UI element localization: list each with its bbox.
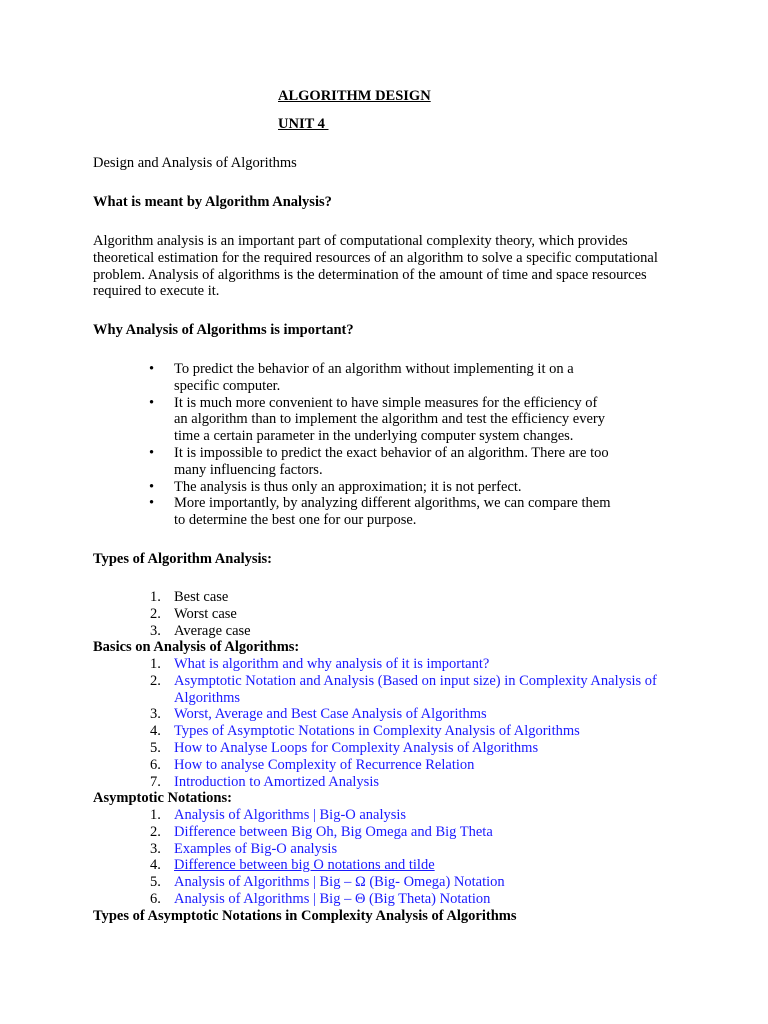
list-number: 5. xyxy=(150,739,161,756)
list-item xyxy=(93,723,688,740)
list-item xyxy=(93,479,613,496)
list-number: 2. xyxy=(150,823,161,840)
list-number: 3. xyxy=(150,840,161,857)
list-item xyxy=(93,857,693,874)
section-heading-what-is-analysis: What is meant by Algorithm Analysis? xyxy=(93,194,332,210)
list-number: 6. xyxy=(150,890,161,907)
list-number: 2. xyxy=(150,672,161,689)
link-big-theta-notation[interactable]: Analysis of Algorithms | Big – Θ (Big Theta) Notation xyxy=(174,890,491,907)
link-big-oh-omega-theta[interactable]: Difference between Big Oh, Big Omega and Big Theta xyxy=(174,823,493,840)
list-item xyxy=(93,841,693,858)
analysis-types-list xyxy=(93,589,693,639)
list-item-text: Best case xyxy=(174,589,229,605)
list-item-text: Worst case xyxy=(174,605,237,622)
list-number: 7. xyxy=(150,773,161,790)
list-item-text: It is impossible to predict the exact behavior of an algorithm. There are too many influencing factors. xyxy=(174,444,609,478)
list-item xyxy=(93,445,613,479)
link-big-o-tilde[interactable]: Difference between big O notations and tilde xyxy=(174,857,435,874)
bullet-icon: • xyxy=(149,495,155,512)
list-item xyxy=(93,361,613,395)
link-what-is-algorithm[interactable]: What is algorithm and why analysis of it is important? xyxy=(174,656,490,672)
section-heading-asymptotic-notations: Asymptotic Notations: xyxy=(93,790,232,806)
analysis-definition-paragraph: Algorithm analysis is an important part of computational complexity theory, which provides theoretical estimation for the required resources of an algorithm to solve a specific computational problem. Analysis of algorithms is the determination of the amount of time and space resources required to execute it. xyxy=(93,233,658,300)
link-recurrence-relation[interactable]: How to analyse Complexity of Recurrence Relation xyxy=(174,756,475,773)
link-big-omega-notation[interactable]: Analysis of Algorithms | Big – Ω (Big- Omega) Notation xyxy=(174,874,505,891)
list-number: 4. xyxy=(150,723,161,740)
list-number: 5. xyxy=(150,874,161,891)
link-types-asymptotic-notations[interactable]: Types of Asymptotic Notations in Complexity Analysis of Algorithms xyxy=(174,723,580,740)
list-item-text: The analysis is thus only an approximation; it is not perfect. xyxy=(174,478,522,495)
asymptotic-link-list xyxy=(93,807,693,908)
list-item xyxy=(93,807,693,824)
list-item xyxy=(93,606,693,623)
list-number: 1. xyxy=(150,589,161,605)
list-number: 3. xyxy=(150,622,161,639)
section-heading-types-of-analysis: Types of Algorithm Analysis: xyxy=(93,551,272,567)
list-item-text: To predict the behavior of an algorithm without implementing it on a specific computer. xyxy=(174,361,574,394)
list-item-text: Average case xyxy=(174,622,251,639)
link-amortized-analysis[interactable]: Introduction to Amortized Analysis xyxy=(174,773,379,790)
list-item xyxy=(93,623,693,640)
link-worst-average-best-case[interactable]: Worst, Average and Best Case Analysis of Algorithms xyxy=(174,706,487,723)
basics-link-list xyxy=(93,656,688,790)
list-item xyxy=(93,740,688,757)
section-heading-basics: Basics on Analysis of Algorithms: xyxy=(93,639,300,655)
link-asymptotic-notation-analysis[interactable]: Asymptotic Notation and Analysis (Based on input size) in Complexity Analysis of Algorithms xyxy=(174,672,657,706)
document-subtitle: Design and Analysis of Algorithms xyxy=(93,155,297,171)
list-item-text: More importantly, by analyzing different algorithms, we can compare them to determine the best one for our purpose. xyxy=(174,495,611,529)
document-title: ALGORITHM DESIGN xyxy=(278,88,431,104)
list-item xyxy=(93,891,693,908)
list-item xyxy=(93,874,693,891)
section-heading-types-asymptotic: Types of Asymptotic Notations in Complexity Analysis of Algorithms xyxy=(93,908,517,924)
link-big-o-examples[interactable]: Examples of Big-O analysis xyxy=(174,840,338,857)
link-analyse-loops[interactable]: How to Analyse Loops for Complexity Analysis of Algorithms xyxy=(174,739,539,756)
list-number: 2. xyxy=(150,605,161,622)
bullet-icon: • xyxy=(149,394,155,411)
unit-label: UNIT 4 xyxy=(278,116,329,132)
link-big-o-analysis[interactable]: Analysis of Algorithms | Big-O analysis xyxy=(174,807,407,823)
list-number: 3. xyxy=(150,706,161,723)
bullet-icon: • xyxy=(149,478,155,495)
list-number: 1. xyxy=(150,656,161,672)
list-number: 6. xyxy=(150,756,161,773)
list-item-text: It is much more convenient to have simple measures for the efficiency of an algorithm than to implement the algorithm and test the efficiency every time a certain parameter in the underlying computer system changes. xyxy=(174,394,605,445)
list-item xyxy=(93,395,613,445)
section-heading-why-important: Why Analysis of Algorithms is important? xyxy=(93,322,354,338)
list-item xyxy=(93,757,688,774)
importance-bullet-list xyxy=(93,361,613,529)
bullet-icon: • xyxy=(149,444,155,461)
list-item xyxy=(93,706,688,723)
list-item xyxy=(93,656,688,673)
list-item xyxy=(93,774,688,791)
list-item xyxy=(93,589,693,606)
list-item xyxy=(93,495,613,529)
list-item xyxy=(93,673,688,707)
bullet-icon: • xyxy=(149,361,155,377)
list-number: 1. xyxy=(150,807,161,823)
list-number: 4. xyxy=(150,857,161,874)
list-item xyxy=(93,824,693,841)
